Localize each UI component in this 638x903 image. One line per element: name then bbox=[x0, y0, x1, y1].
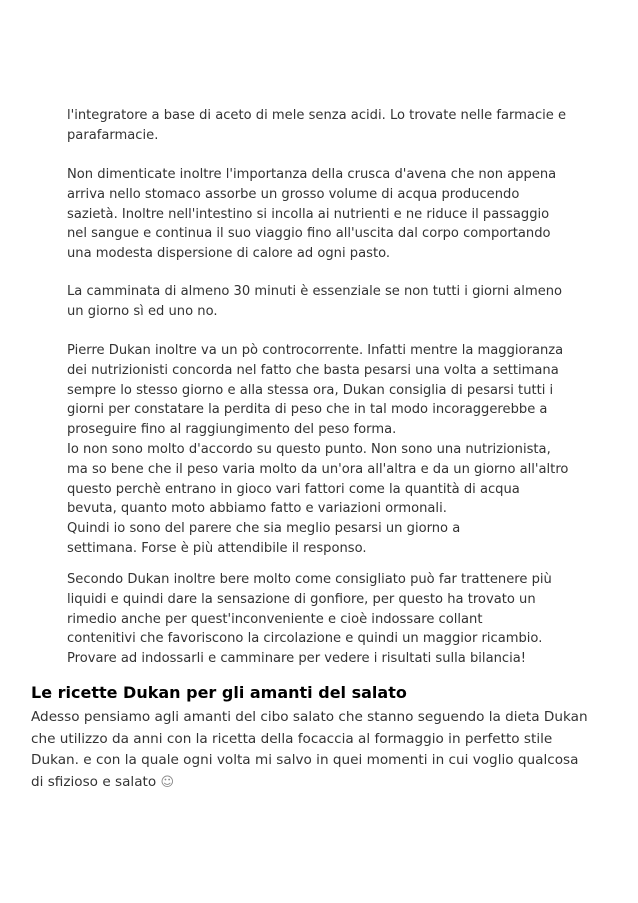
text-line: ma so bene che il peso varia molto da un'ora all'altra e da un giorno all'altro bbox=[67, 461, 569, 477]
text-line: arriva nello stomaco assorbe un grosso volume di acqua producendo bbox=[67, 186, 520, 202]
text-line: liquidi e quindi dare la sensazione di gonfiore, per questo ha trovato un bbox=[67, 591, 536, 607]
text-line: Io non sono molto d'accordo su questo punto. Non sono una nutrizionista, bbox=[67, 441, 551, 457]
text-line: sempre lo stesso giorno e alla stessa ora, Dukan consiglia di pesarsi tutti i bbox=[67, 382, 554, 398]
text-line: Secondo Dukan inoltre bere molto come consigliato può far trattenere più bbox=[67, 572, 552, 587]
text-line: una modesta dispersione di calore ad ogni pasto. bbox=[67, 246, 391, 262]
text-line: Dukan. e con la quale ogni volta mi salvo in quei momenti in cui voglio qualcosa bbox=[31, 752, 579, 768]
text-line: proseguire fino al raggiungimento del peso forma. bbox=[67, 422, 397, 438]
text-line: nel sangue e continua il suo viaggio fino all'uscita dal corpo comportando bbox=[67, 226, 551, 242]
paragraph-collant bbox=[67, 570, 612, 669]
text-line: Adesso pensiamo agli amanti del cibo salato che stanno seguendo la dieta Dukan bbox=[31, 709, 588, 725]
text-line: questo perchè entrano in gioco vari fattori come la quantità di acqua bbox=[67, 481, 520, 497]
text-line: Non dimenticate inoltre l'importanza della crusca d'avena che non appena bbox=[67, 167, 557, 182]
text-line: Pierre Dukan inoltre va un pò controcorrente. Infatti mentre la maggioranza bbox=[67, 343, 564, 358]
section-heading: Le ricette Dukan per gli amanti del salato bbox=[31, 683, 407, 702]
paragraph-crusca bbox=[67, 165, 612, 264]
text-line-last bbox=[31, 772, 621, 794]
text-line: Quindi io sono del parere che sia meglio pesarsi un giorno a bbox=[67, 521, 461, 537]
text-line: Provare ad indossarli e camminare per vedere i risultati sulla bilancia! bbox=[67, 651, 526, 667]
text-line: contenitivi che favoriscono la circolazione e quindi un maggior ricambio. bbox=[67, 631, 543, 647]
paragraph-camminata bbox=[67, 282, 612, 322]
smiley-icon: ☺ bbox=[160, 774, 175, 790]
text-line: un giorno sì ed uno no. bbox=[67, 303, 218, 319]
text-line: settimana. Forse è più attendibile il responso. bbox=[67, 540, 367, 556]
text-line: giorni per constatare la perdita di peso che in tal modo incoraggerebbe a bbox=[67, 402, 548, 418]
text-line: l'integratore a base di aceto di mele senza acidi. Lo trovate nelle farmacie e bbox=[67, 108, 567, 123]
text-line: bevuta, quanto moto abbiamo fatto e variazioni ormonali. bbox=[67, 501, 447, 517]
paragraph-aceto bbox=[67, 106, 612, 146]
text-line-content: di sfizioso e salato bbox=[31, 773, 157, 790]
paragraph-salato bbox=[31, 707, 621, 793]
text-line: dei nutrizionisti concorda nel fatto che basta pesarsi una volta a settimana bbox=[67, 362, 559, 378]
text-line: rimedio anche per quest'inconveniente e cioè indossare collant bbox=[67, 611, 483, 627]
text-line: sazietà. Inoltre nell'intestino si incolla ai nutrienti e ne riduce il passaggio bbox=[67, 206, 550, 222]
text-line: parafarmacie. bbox=[67, 127, 159, 143]
text-line: che utilizzo da anni con la ricetta della focaccia al formaggio in perfetto stile bbox=[31, 730, 553, 747]
text-line: La camminata di almeno 30 minuti è essenziale se non tutti i giorni almeno bbox=[67, 284, 563, 299]
paragraph-pesarsi bbox=[67, 341, 612, 559]
